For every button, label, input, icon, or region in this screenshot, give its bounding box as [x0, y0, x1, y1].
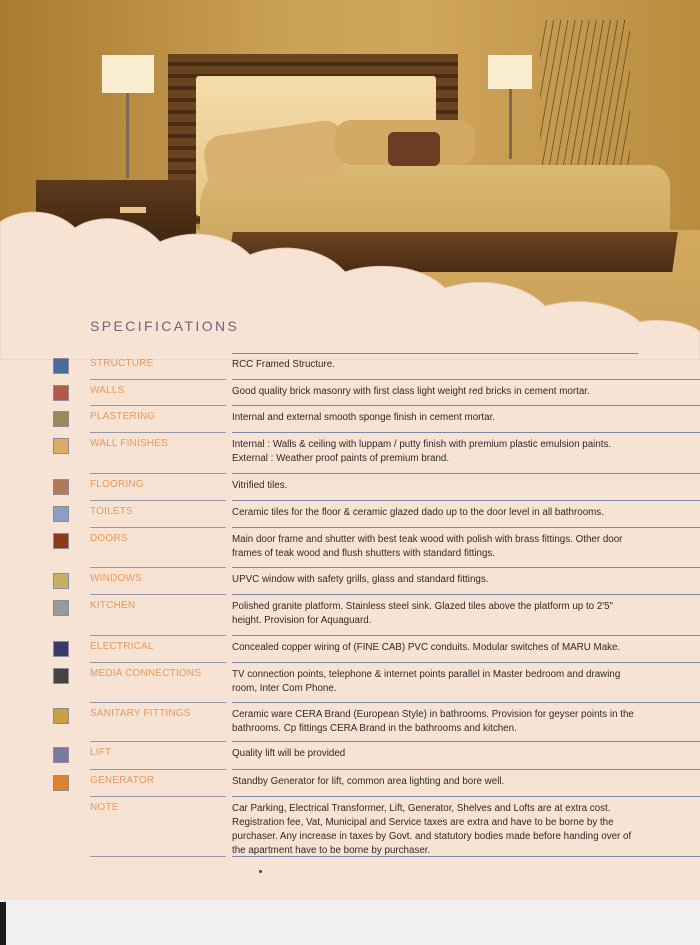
lift-icon	[53, 747, 69, 763]
cushion	[388, 132, 440, 166]
spec-value: Polished granite platform. Stainless steel sink. Glazed tiles above the platform up to 2'5" height. Provision for Aquaguard.	[232, 601, 614, 626]
page-edge	[0, 902, 6, 945]
label-divider	[90, 379, 226, 380]
label-divider	[90, 594, 226, 595]
lamp-stem-left	[126, 93, 129, 178]
row-divider	[232, 662, 700, 663]
row-divider	[232, 796, 700, 797]
label-divider	[90, 635, 226, 636]
kitchen-icon	[53, 600, 69, 616]
row-divider	[232, 432, 700, 433]
row-divider	[232, 500, 700, 501]
page-title: SPECIFICATIONS	[90, 318, 240, 334]
spec-value: Concealed copper wiring of (FINE CAB) PVC conduits. Modular switches of MARU Make.	[232, 642, 621, 653]
spec-value: TV connection points, telephone & internet points parallel in Master bedroom and drawing room, Inter Com Phone.	[232, 669, 621, 694]
spec-value: Ceramic tiles for the floor & ceramic glazed dado up to the door level in all bathrooms.	[232, 507, 604, 518]
walls-icon	[53, 385, 69, 401]
lamp-stem-right	[509, 89, 512, 159]
wall-finishes-icon	[53, 438, 69, 454]
spec-label: FLOORING	[90, 479, 144, 490]
spec-label: STRUCTURE	[90, 358, 154, 369]
label-divider	[90, 741, 226, 742]
spec-value: Quality lift will be provided	[232, 748, 346, 759]
media-connections-icon	[53, 668, 69, 684]
flooring-icon	[53, 479, 69, 495]
spec-label: DOORS	[90, 533, 128, 544]
spec-value: Internal : Walls & ceiling with luppam / putty finish with premium plastic emulsion paints. External : Weather proof paints of premium brand.	[232, 439, 612, 464]
label-divider	[90, 796, 226, 797]
spec-label: NOTE	[90, 802, 119, 813]
row-divider	[232, 405, 700, 406]
label-divider	[90, 567, 226, 568]
spec-value: Internal and external smooth sponge finish in cement mortar.	[232, 412, 496, 423]
row-divider	[232, 702, 700, 703]
spec-label: WINDOWS	[90, 573, 142, 584]
doors-icon	[53, 533, 69, 549]
lamp-shade-right	[488, 55, 532, 89]
row-divider	[232, 856, 700, 857]
toilets-icon	[53, 506, 69, 522]
spec-label: KITCHEN	[90, 600, 136, 611]
spec-label: ELECTRICAL	[90, 641, 154, 652]
lamp-shade-left	[102, 55, 154, 93]
spec-label: GENERATOR	[90, 775, 155, 786]
plant-decoration	[540, 20, 630, 170]
spec-value: UPVC window with safety grills, glass and standard fittings.	[232, 574, 489, 585]
spec-label: MEDIA CONNECTIONS	[90, 668, 202, 679]
label-divider	[90, 405, 226, 406]
spec-value: Standby Generator for lift, common area lighting and bore well.	[232, 776, 505, 787]
label-divider	[90, 500, 226, 501]
label-divider	[90, 432, 226, 433]
spec-value: Ceramic ware CERA Brand (European Style) in bathrooms. Provision for geyser points in the bathrooms. Cp fittings CERA Brand in the bathrooms and kitchen.	[232, 709, 634, 734]
label-divider	[90, 702, 226, 703]
row-divider	[232, 741, 700, 742]
page-bottom-margin	[0, 900, 700, 945]
row-divider	[232, 473, 700, 474]
spec-value: RCC Framed Structure.	[232, 359, 335, 370]
generator-icon	[53, 775, 69, 791]
windows-icon	[53, 573, 69, 589]
spec-label: WALLS	[90, 385, 125, 396]
label-divider	[90, 662, 226, 663]
row-divider	[232, 379, 700, 380]
row-divider	[232, 594, 700, 595]
row-divider	[232, 769, 700, 770]
spec-value: Vitrified tiles.	[232, 480, 288, 491]
label-divider	[90, 769, 226, 770]
label-divider	[90, 473, 226, 474]
spec-label: LIFT	[90, 747, 112, 758]
electrical-icon	[53, 641, 69, 657]
spec-value: Good quality brick masonry with first class light weight red bricks in cement mortar.	[232, 386, 590, 397]
plastering-icon	[53, 411, 69, 427]
table-top-rule	[232, 353, 638, 354]
structure-icon	[53, 358, 69, 374]
spec-label: WALL FINISHES	[90, 438, 168, 449]
spec-label: SANITARY FITTINGS	[90, 708, 191, 719]
dot-mark	[259, 870, 262, 873]
spec-value: Main door frame and shutter with best teak wood with polish with brass fittings. Other door frames of teak wood and flush shutters with standard fittings.	[232, 534, 623, 559]
label-divider	[90, 856, 226, 857]
label-divider	[90, 527, 226, 528]
sanitary-fittings-icon	[53, 708, 69, 724]
row-divider	[232, 635, 700, 636]
spec-value: Car Parking, Electrical Transformer, Lift, Generator, Shelves and Lofts are at extra cost. Registration fee, Vat, Municipal and Service taxes are extra and have to be borne by the purchaser. Any increase in taxes by Govt. and statutory bodies made before handing over of the apartment have to be borne by purchaser.	[232, 803, 632, 856]
spec-label: PLASTERING	[90, 411, 156, 422]
cloud-edge-decoration	[0, 200, 700, 360]
spec-label: TOILETS	[90, 506, 133, 517]
row-divider	[232, 527, 700, 528]
row-divider	[232, 567, 700, 568]
